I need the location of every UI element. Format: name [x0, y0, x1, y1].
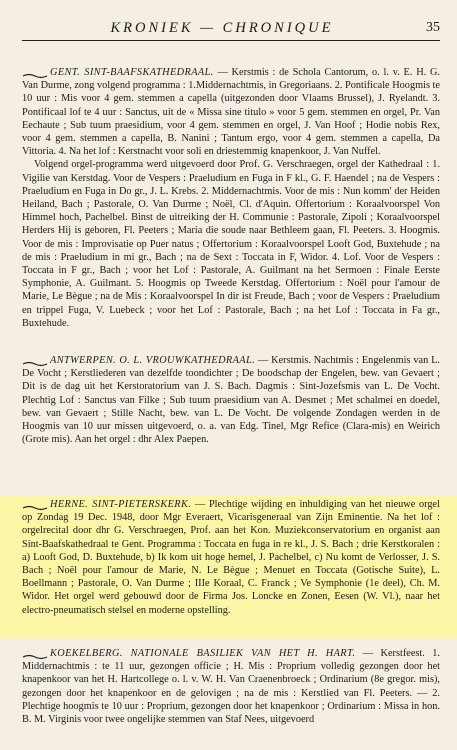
section-koekelberg-text — [22, 647, 440, 726]
section-text: — Kerstmis : de Schola Cantorum, o. l. v. E. H. G. Van Durme, zong volgend programma : 1.Middernachtmis, in Gregoriaans. 2. Pontificale Hoogmis te 10 uur : Mis voor 4 gem. stemmen a capella (uitgezonden door Vlaams Brussel), J. Ryelandt. 3. Pontificaal lof te 4 uur : Sanctus, uit de « Missa sine titulo » voor 5 gem. stemmen en orgel, Pr. Van Eechaute ; Sub tuum praesidium, voor 4 gem. stemmen en orgel, J. Van Hoof ; Hodie nobis Rex, voor 4 gem. stemmen a capella, B. Nanini ; Tantum ergo, voor 4 gem. stemmen a capella, Da Vittoria. 4. Na het lof : Kerstnacht voor soli en driestemmig knapenkoor, J. Van Nuffel. — [22, 67, 440, 158]
section-heading: GENT. SINT-BAAFSKATHEDRAAL. — [50, 67, 214, 78]
section-gent — [22, 66, 440, 346]
page-number: 35 — [426, 20, 440, 35]
section-heading: ANTWERPEN. O. L. VROUWKATHEDRAAL. — [50, 355, 256, 366]
section-koekelberg — [22, 647, 440, 747]
section-text: — Plechtige wijding en inhuldiging van het nieuwe orgel op Zondag 19 Dec. 1948, door Mgr Everaert, Vicarisgeneraal van Zijn Eminentie. Na het lof : orgelrecital door dhr G. Verschraegen, Prof. aan het Kon. Muziekconservatorium en organist aan Sint-Baafskathedraal te Gent. Programma : Toccata en fuga in re kl., J. S. Bach ; drie Kerstkoralen : a) Looft God, D. Buxtehude, b) Ik kom uit hoge hemel, J. Pachelbel, c) Nu komt de Verlosser, J. S. Bach ; Noël pour l'amour de Marie, N. Le Bègue ; Menuet en Toccata (Gotische Suite), L. Boellmann ; Pastorale, O. Van Durme ; IIIe Koraal, C. Franck ; Ve Symphonie (1e deel), Ch. M. Widor. Het orgel werd gebouwd door de Firma Jos. Loncke en Zonen, Eesen (W. Vl.), naar het electro-pneumatisch stelsel en moderne opstelling. — [22, 499, 440, 616]
section-herne-text — [22, 498, 440, 617]
section-heading: HERNE. SINT-PIETERSKERK. — [50, 499, 192, 510]
section-gent-intro — [22, 66, 440, 158]
section-heading: KOEKELBERG. NATIONALE BASILIEK VAN HET H. HART. — [50, 648, 356, 659]
section-text: — Kerstmis. Nachtmis : Engelenmis van L. De Vocht ; Kerstliederen van dezelfde toondichter ; De boodschap der Engelen, bew. van Gevaert ; Dit is de dag uit het Kerstoratorium van J. S. Bach. Dagmis : Sint-Jozefsmis van L. De Vocht. Plechtig Lof : Sanctus van Filke ; Sub tuum praesidium van A. Desmet ; Met schalmei en doedel, bew. van Gevaert ; Stille Nacht, bew. van L. De Vocht. De volgende Zondagen werden in de Hoogmis van 10 uur missen uitgevoerd, o. a. van Edg. Tinel, Mgr Refice (Clara-mis) en Weirich (Grote mis). Aan het orgel : dhr Alex Paepen. — [22, 355, 440, 446]
section-text: — Kerstfeest. 1. Middernachtmis : te 11 uur, gezongen officie ; H. Mis : Proprium volledig gezongen door het knapenkoor van het H. Hartcollege o. l. v. W. H. Van Craenenbroeck ; Ordinarium (8e gregor. mis), gezongen door het knapenkoor en de gelovigen ; na de mis : Kerstlied van Fl. Peeters. — 2. Plechtige hoogmis te 10 uur : Proprium, gezongen door het knapenkoor ; Ordinarium : Missa in hon. B. M. Virginis voor twee ongelijke stemmen van Staf Nees, uitgevoerd — [22, 648, 440, 726]
section-antwerpen-text — [22, 354, 440, 446]
page — [22, 0, 440, 750]
section-gent-organ: Volgend orgel-programma werd uitgevoerd door Prof. G. Verschraegen, orgel der Kathedraal : 1. Vigilie van Kerstdag. Voor de Vespers : Praeludium en Fuga in F kl., G. F. Haendel ; na de Vespers : Praeludium en Fuga in Do gr., J. L. Krebs. 2. Middernachtmis. Voor de mis : Nun komm' der Heiden Heiland, Bach ; Pastorale, O. Van Durme ; Noël, Cl. d'Aquin. Offertorium : Koraalvoorspel Von Himmel hoch, Pachelbel. Binst de uitreiking der H. Communie : Pastorale, Zipoli ; Koraalvoorspel Herders Hij is geboren, Fl. Peeters ; Maria die soude naar Bethleem gaan, Fl. Peeters. 3. Hoogmis. Voor de mis : Improvisatie op Puer natus ; Offertorium : Koraalvoorspel Looft God, Buxtehude ; na de mis : Praeludium in mi gr., Bach ; na de Sext : Toccata in F, Widor. 4. Lof. Voor de Vespers : Toccata in F gr., Bach ; voor het Lof : Pastorale, A. Guilmant na het Sermoen : Finale Eerste Symphonie, A. Guilmant. 5. Hoogmis op Tweede Kerstdag. Offertorium : Noël pour l'amour de Marie, Le Bègue ; na de Mis : Koraalvoorspel In dir ist Freude, Bach ; voor de Vespers : Praeludium en trippel Fuga, V. Luebeck ; voor het Lof : Pastorale, Bach ; na het Lof : Toccata in Fa gr., Buxtehude. — [22, 159, 440, 329]
section-herne — [22, 498, 440, 636]
section-antwerpen — [22, 354, 440, 478]
running-header — [22, 20, 440, 41]
running-title: KRONIEK — CHRONIQUE — [110, 20, 334, 36]
